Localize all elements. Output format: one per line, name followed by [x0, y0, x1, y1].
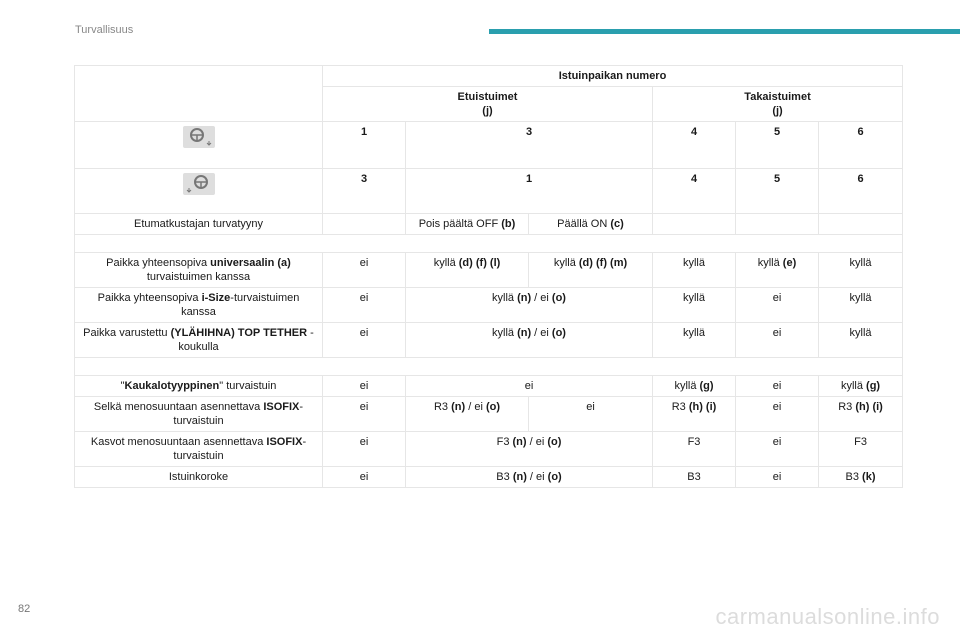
table-row: Kasvot menosuuntaan asennettava ISOFIX-turvaistuin ei F3 (n) / ei (o) F3 ei F3 [75, 432, 903, 467]
table-row: Paikka yhteensopiva i-Size-turvaistuimen kanssa ei kyllä (n) / ei (o) kyllä ei kyllä [75, 288, 903, 323]
table-row: 3 1 4 5 6 [75, 169, 903, 214]
table-row: "Kaukalotyyppinen" turvaistuin ei ei kyllä (g) ei kyllä (g) [75, 376, 903, 397]
table-row: Istuinkoroke ei B3 (n) / ei (o) B3 ei B3 (k) [75, 467, 903, 488]
watermark: carmanualsonline.info [715, 604, 940, 629]
section-title: Turvallisuus [75, 24, 134, 36]
rhd-steering-icon [75, 169, 323, 214]
page-number: 82 [18, 603, 31, 615]
rear-seats-header: Takaistuimet (j) [653, 87, 903, 122]
table-row: Paikka varustettu (YLÄHIHNA) TOP TETHER -koukulla ei kyllä (n) / ei (o) kyllä ei kyllä [75, 323, 903, 358]
table-row [75, 358, 903, 376]
lhd-steering-icon [75, 122, 323, 169]
table-row: 1 3 4 5 6 [75, 122, 903, 169]
front-seats-header: Etuistuimet (j) [323, 87, 653, 122]
child-seat-table [74, 65, 903, 488]
table-row: Selkä menosuuntaan asennettava ISOFIX-turvaistuin ei R3 (n) / ei (o) ei R3 (h) (i) ei R3 (h) (i) [75, 397, 903, 432]
table-row: Paikka yhteensopiva universaalin (a) turvaistuimen kanssa ei kyllä (d) (f) (l) kyllä (d) (f) (m) kyllä kyllä (e) kyllä [75, 253, 903, 288]
table-row: Etumatkustajan turvatyyny Pois päältä OFF (b) Päällä ON (c) [75, 214, 903, 235]
header-accent-bar [489, 29, 960, 34]
table-row [75, 66, 903, 87]
seat-number-header: Istuinpaikan numero [323, 66, 903, 87]
table-row [75, 235, 903, 253]
